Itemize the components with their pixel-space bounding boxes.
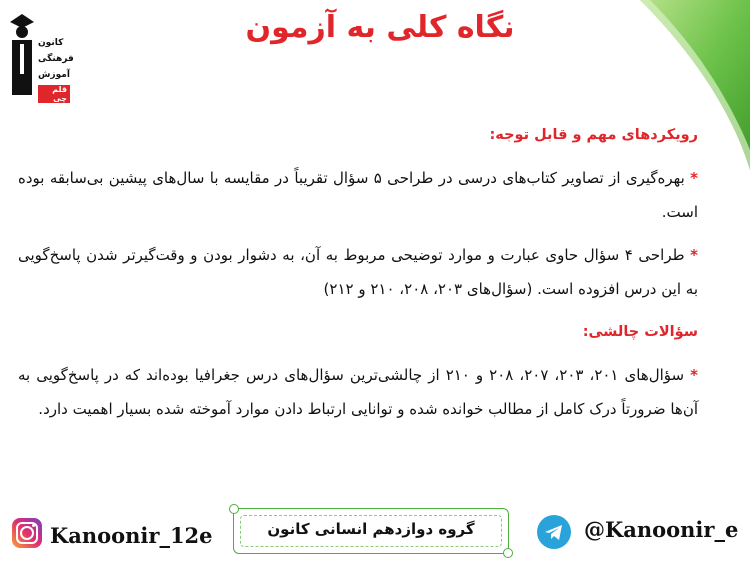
bullet-star: * [690,169,698,187]
list-item-2 [18,238,698,306]
list-item-1 [18,161,698,229]
instagram-handle[interactable]: Kanoonir_12e [50,523,213,548]
logo-text-2: فرهنگی [38,54,74,64]
telegram-handle[interactable]: @Kanoonir_e [584,517,739,542]
content-body [18,118,698,435]
item-text-3: سؤال‌های ۲۰۱، ۲۰۳، ۲۰۷، ۲۰۸ و ۲۱۰ از چالشی‌ترین سؤال‌های درس جغرافیا بوده‌اند که در پاسخ‌گویی به آن‌ها ضرورتاً درک کامل از مطالب خوانده شده و توانایی ارتباط دادن موارد آموخته شده بسیار اهمیت دارد. [18,366,698,418]
item-text-2: طراحی ۴ سؤال حاوی عبارت و موارد توضیحی مربوط به آن، به دشوار بودن و وقت‌گیرتر شدن پاسخ‌گویی به این درس افزوده است. (سؤال‌های ۲۰۳، ۲۰۸، ۲۱۰ و ۲۱۲) [18,246,698,298]
logo-badge: قلم چی [38,85,70,103]
group-label: گروه دوازدهم انسانی کانون [267,520,475,538]
challenge-heading: سؤالات چالشی: [582,324,698,340]
logo-text-3: آموزش [38,70,70,80]
graduate-figure-icon [8,10,36,100]
list-item-3 [18,358,698,426]
logo-text-1: کانون [38,38,64,48]
bullet-star: * [690,366,699,384]
telegram-icon[interactable] [537,515,571,549]
bullet-star: * [690,246,698,264]
approaches-heading: رویکردهای مهم و قابل توجه: [489,127,698,143]
kanoon-logo [8,10,74,103]
page-title: نگاه کلی به آزمون [245,10,515,45]
group-label-box [233,508,509,554]
instagram-icon[interactable] [12,518,42,548]
item-text-1: بهره‌گیری از تصاویر کتاب‌های درسی در طراحی ۵ سؤال تقریباً در مقایسه با سال‌های پیشین بی‌سابقه بوده است. [18,169,698,221]
footer [0,500,750,563]
